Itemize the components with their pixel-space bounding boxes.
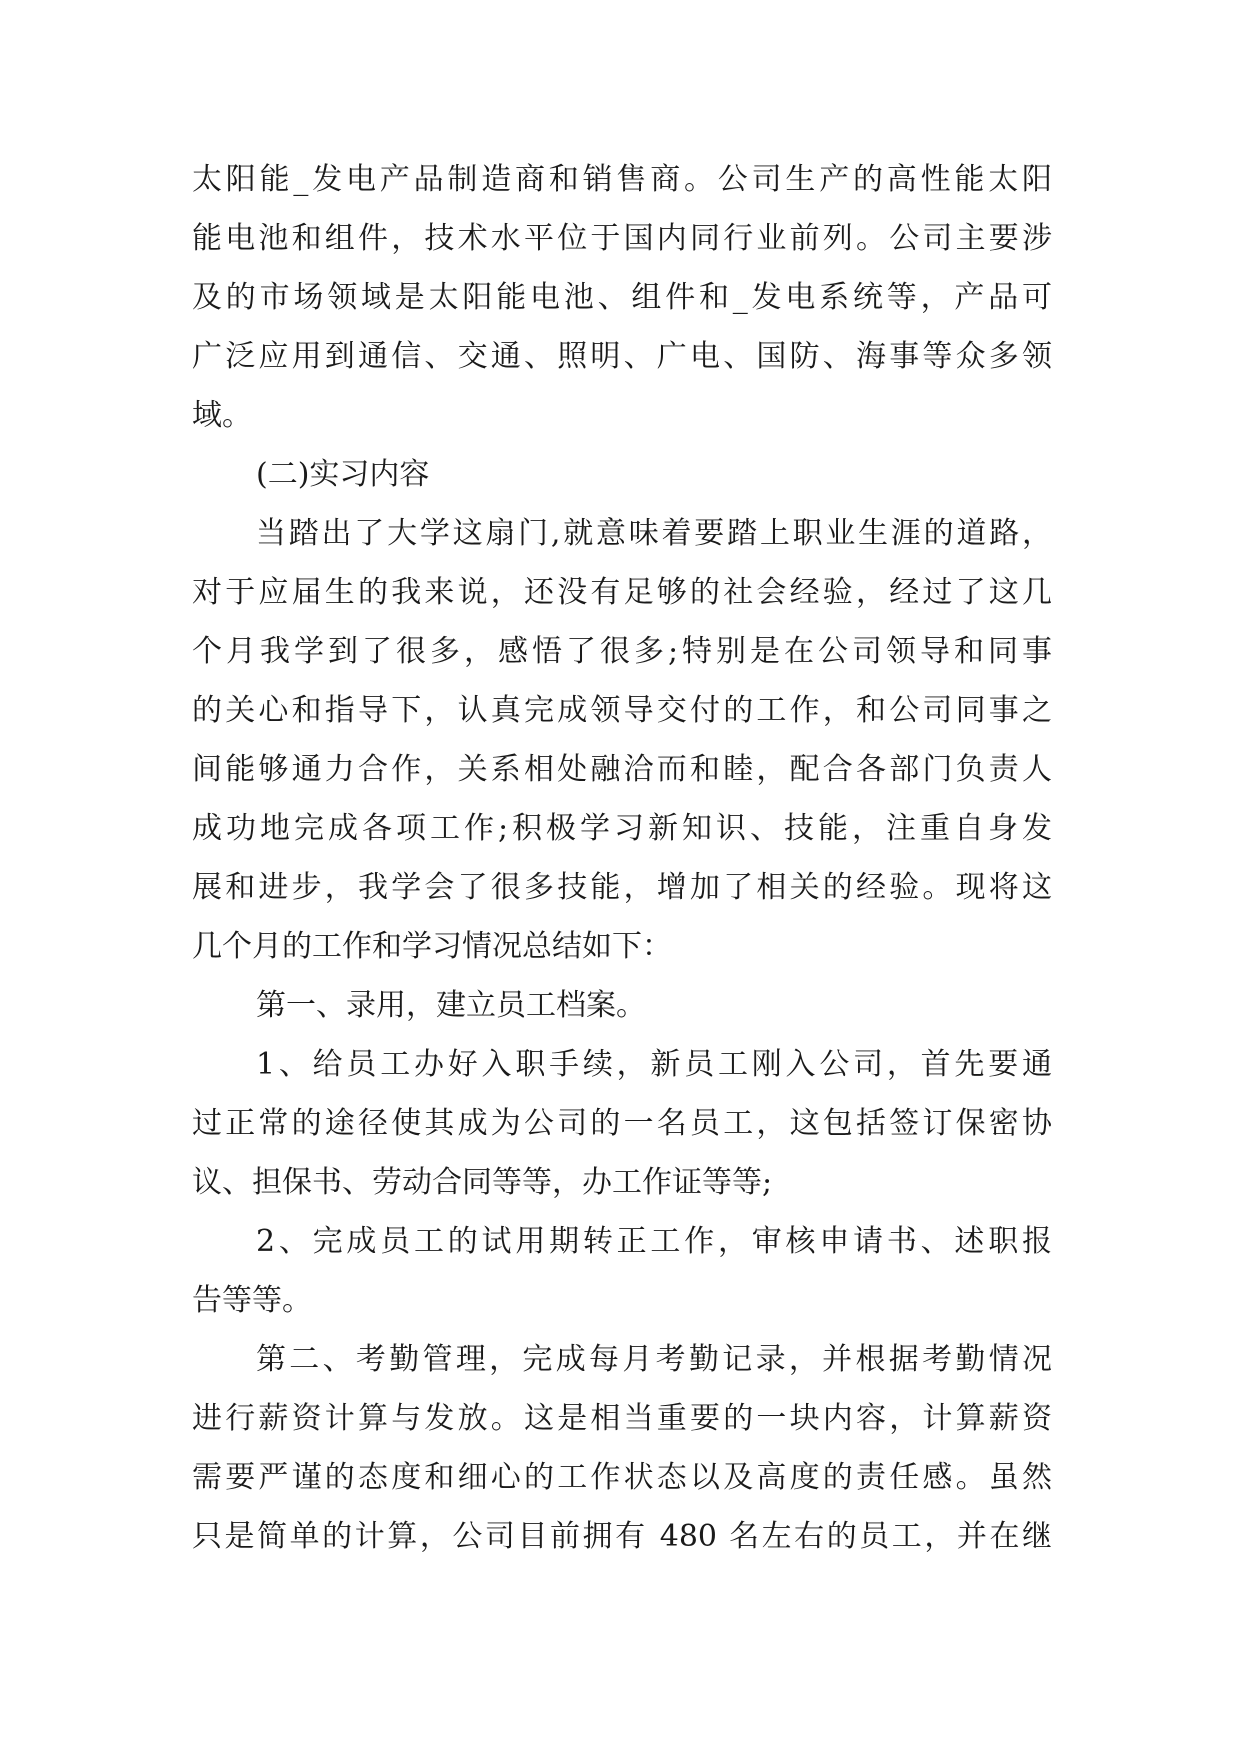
text-line: 几个月的工作和学习情况总结如下： [192,929,672,964]
text-line: 过正常的途径使其成为公司的一名员工，这包括签订保密协 [192,1106,1052,1141]
text-line: 展和进步，我学会了很多技能，增加了相关的经验。现将这 [192,870,1052,905]
text-line: 太阳能_发电产品制造商和销售商。公司生产的高性能太阳 [192,162,1052,197]
text-line: 域。 [192,398,252,433]
text-line: 及的市场领域是太阳能电池、组件和_发电系统等，产品可 [192,280,1052,315]
document-body [192,150,1052,1566]
text-line: 能电池和组件，技术水平位于国内同行业前列。公司主要涉 [192,221,1052,256]
text-line: 的关心和指导下，认真完成领导交付的工作，和公司同事之 [192,693,1052,728]
text-line: 告等等。 [192,1283,312,1318]
text-line: 进行薪资计算与发放。这是相当重要的一块内容，计算薪资 [192,1401,1052,1436]
text-line: 广泛应用到通信、交通、照明、广电、国防、海事等众多领 [192,339,1052,374]
text-line: 第一、录用，建立员工档案。 [256,988,646,1023]
text-line: 间能够通力合作，关系相处融洽而和睦，配合各部门负责人 [192,752,1052,787]
text-line: 2、完成员工的试用期转正工作，审核申请书、述职报 [256,1224,1052,1259]
text-line: 对于应届生的我来说，还没有足够的社会经验，经过了这几 [192,575,1052,610]
text-line: 第二、考勤管理，完成每月考勤记录，并根据考勤情况 [256,1342,1052,1377]
text-line: 1、给员工办好入职手续，新员工刚入公司，首先要通 [256,1047,1052,1082]
text-line: 只是简单的计算，公司目前拥有 480 名左右的员工，并在继 [192,1519,1052,1554]
text-line: 议、担保书、劳动合同等等，办工作证等等; [192,1165,773,1200]
text-line: 个月我学到了很多，感悟了很多;特别是在公司领导和同事 [192,634,1052,669]
text-line: 当踏出了大学这扇门,就意味着要踏上职业生涯的道路， [256,516,1052,551]
text-line: 需要严谨的态度和细心的工作状态以及高度的责任感。虽然 [192,1460,1052,1495]
section-heading: (二)实习内容 [256,457,430,492]
text-line: 成功地完成各项工作;积极学习新知识、技能，注重自身发 [192,811,1052,846]
